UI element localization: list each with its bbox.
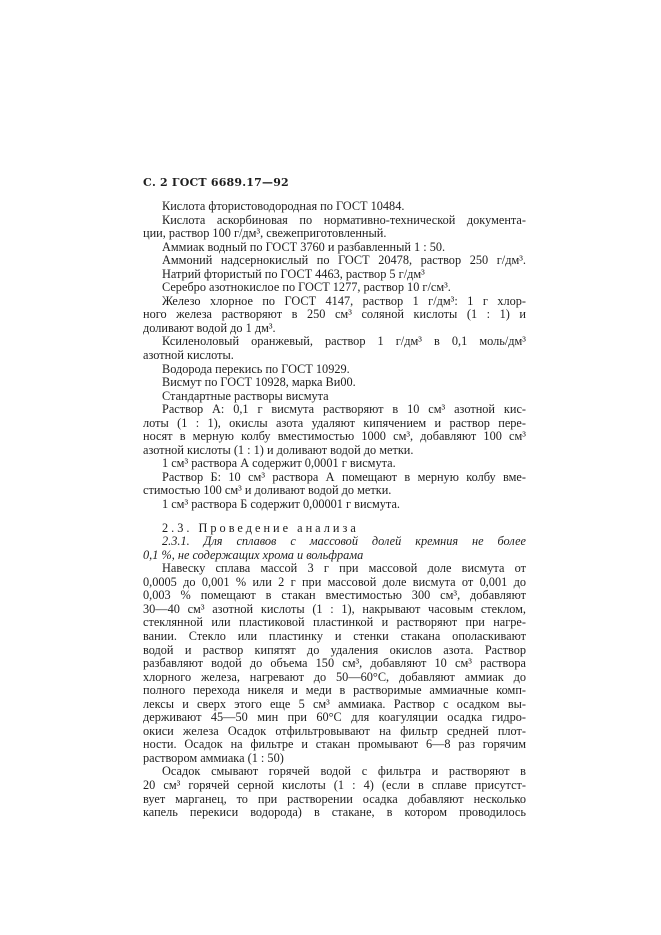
document-body [143, 200, 526, 820]
text-line: 1 см³ раствора Б содержит 0,00001 г висмута. [162, 497, 400, 512]
text-line: Осадок смывают горячей водой с фильтра и растворяют в [162, 764, 526, 779]
text-line: Железо хлорное по ГОСТ 4147, раствор 1 г/дм³: 1 г хлор- [162, 293, 526, 308]
text-line: 20 см³ горячей серной кислоты (1 : 4) (если в сплаве присутст- [143, 777, 526, 792]
text-line: носят в мерную колбу вместимостью 1000 см³, добавляют 100 см³ [143, 429, 526, 444]
page-header: С. 2 ГОСТ 6689.17—92 [143, 176, 289, 189]
text-line: Раствор А: 0,1 г висмута растворяют в 10 см³ азотной кис- [162, 402, 526, 417]
text-line: стимостью 100 см³ и доливают водой до метки. [143, 483, 392, 498]
text-line: 0,0005 до 0,001 % или 2 г при массовой доле висмута от 0,001 до [143, 574, 526, 589]
text-line: Кислота фтористоводородная по ГОСТ 10484. [162, 199, 405, 213]
text-line: водой и раствор кипятят до удаления окислов азота. Раствор [143, 642, 526, 657]
text-line: вании. Стекло или пластинку и стенки стакана ополаскивают [143, 628, 526, 643]
text-line: доливают водой до 1 дм³. [143, 320, 276, 335]
text-line: Висмут по ГОСТ 10928, марка Ви00. [162, 375, 356, 390]
text-line: окиси железа Осадок отфильтровывают на фильтр средней плот- [143, 723, 526, 738]
section-heading: 2.3. Проведение анализа [162, 520, 359, 535]
text-line: Водорода перекись по ГОСТ 10929. [162, 361, 350, 376]
text-line: 30—40 см³ азотной кислоты (1 : 1), накрывают часовым стеклом, [143, 601, 526, 616]
text-line: стеклянной или пластиковой пластинкой и растворяют при нагре- [143, 615, 526, 630]
text-line: азотной кислоты (1 : 1) и доливают водой до метки. [143, 442, 414, 457]
text-line: 2.3.1. Для сплавов с массовой долей кремния не более [162, 534, 526, 549]
text-line: Аммоний надсернокислый по ГОСТ 20478, раствор 250 г/дм³. [162, 253, 526, 268]
text-line: Стандартные растворы висмута [162, 388, 329, 403]
text-line: 1 см³ раствора А содержит 0,0001 г висмута. [162, 456, 396, 471]
text-line: ции, раствор 100 г/дм³, свежеприготовленный. [143, 226, 387, 241]
text-line: Аммиак водный по ГОСТ 3760 и разбавленный 1 : 50. [162, 239, 446, 254]
text-line: Натрий фтористый по ГОСТ 4463, раствор 5 г/дм³ [162, 266, 425, 281]
text-line: ного железа растворяют в 250 см³ соляной кислоты (1 : 1) и [143, 307, 526, 322]
text-line: 0,003 % помещают в стакан вместимостью 300 см³, добавляют [143, 588, 526, 603]
text-line: Серебро азотнокислое по ГОСТ 1277, раствор 10 г/см³. [162, 280, 451, 295]
text-line: Навеску сплава массой 3 г при массовой доле висмута от [162, 561, 526, 576]
text-line: Кислота аскорбиновая по нормативно-технической документа- [162, 212, 526, 227]
text-line: лексы и сверх этого еще 5 см³ аммиака. Раствор с осадком вы- [143, 696, 526, 711]
text-line: Раствор Б: 10 см³ раствора А помещают в мерную колбу вме- [162, 469, 526, 484]
text-line: капель перекиси водорода) в стакане, в котором проводилось [143, 805, 526, 820]
text-line: держивают 45—50 мин при 60°С для коагуляции осадка гидро- [143, 710, 526, 725]
text-line: 0,1 %, не содержащих хрома и вольфрама [143, 547, 364, 562]
text-line: хлорного железа, нагревают до 50—60°С, добавляют аммиак до [143, 669, 526, 684]
text-line: полного перехода никеля и меди в растворимые аммиачные комп- [143, 683, 526, 698]
text-line: ности. Осадок на фильтре и стакан промывают 6—8 раз горячим [143, 737, 526, 752]
text-line: лоты (1 : 1), окислы азота удаляют кипячением и раствор пере- [143, 415, 526, 430]
text-line: разбавляют водой до объема 150 см³, добавляют 10 см³ раствора [143, 656, 526, 671]
text-line: вует марганец, то при растворении осадка добавляют несколько [143, 791, 526, 806]
text-line: раствором аммиака (1 : 50) [143, 750, 284, 765]
text-line: азотной кислоты. [143, 348, 234, 363]
text-line: Ксиленоловый оранжевый, раствор 1 г/дм³ в 0,1 моль/дм³ [162, 334, 526, 349]
